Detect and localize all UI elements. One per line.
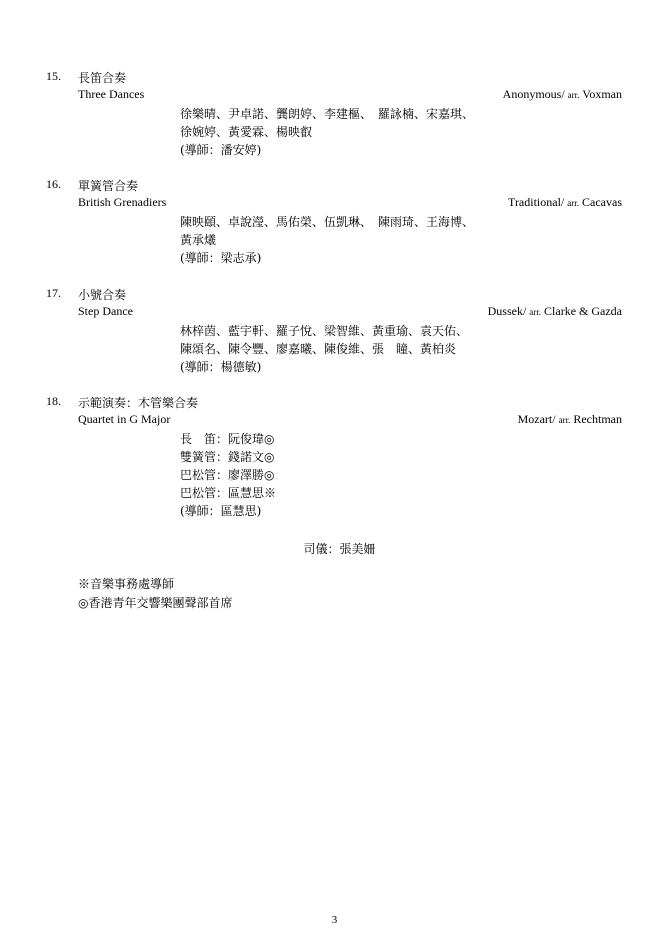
arr-label: arr. (567, 198, 580, 208)
arranger-name: Cacavas (582, 195, 622, 209)
item-category: 長笛合奏 (78, 71, 127, 85)
footnote-instructor: ※音樂事務處導師 (78, 577, 175, 591)
arr-label: arr. (529, 307, 542, 317)
arr-label: arr. (558, 415, 571, 425)
arranger-name: Clarke & Gazda (544, 304, 622, 318)
item-composer-credit (503, 87, 622, 102)
performer-list (180, 213, 500, 267)
performer-line: 徐樂晴、尹卓諾、龔朗婷、李建樞、 羅詠楠、宋嘉琪、 (180, 107, 475, 121)
arr-label: arr. (567, 90, 580, 100)
item-number: 15. (46, 69, 61, 83)
composer-name: Traditional/ (508, 195, 565, 209)
item-title: Quartet in G Major (78, 412, 171, 426)
performer-line: 巴松管：廖澤勝◎ (180, 468, 275, 482)
composer-name: Anonymous/ (502, 87, 565, 101)
item-title: Three Dances (78, 87, 145, 101)
performer-line: 長 笛：阮俊瑋◎ (180, 432, 275, 446)
item-composer-credit (518, 412, 622, 427)
instructor-line: (導師：梁志承) (180, 251, 262, 265)
item-number: 18. (46, 394, 61, 408)
performer-list (180, 322, 500, 376)
item-number: 17. (46, 286, 61, 300)
item-category: 示範演奏：木管樂合奏 (78, 396, 199, 410)
composer-name: Dussek/ (487, 304, 527, 318)
host-credit: 司儀：張美姍 (303, 542, 376, 556)
performer-line: 雙簧管：錢諾文◎ (180, 450, 275, 464)
page-number: 3 (331, 914, 338, 926)
performer-line: 陳映頤、卓說瀅、馬佑榮、伍凱琳、 陳雨琦、王海博、 (180, 215, 475, 229)
performer-line: 徐婉婷、黃愛霖、楊映叡 (180, 125, 313, 139)
arranger-name: Voxman (582, 87, 622, 101)
footnote-principal: ◎香港青年交響樂團聲部首席 (78, 596, 233, 610)
instructor-line: (導師：楊德敏) (180, 360, 262, 374)
composer-name: Mozart/ (517, 412, 556, 426)
item-category: 小號合奏 (78, 288, 127, 302)
performer-line: 陳頌名、陳令豐、廖嘉曦、陳俊維、張 瞳、黃柏炎 (180, 342, 457, 356)
item-category: 單簧管合奏 (78, 179, 139, 193)
performer-list (180, 105, 500, 159)
performer-line: 黃承爔 (180, 233, 217, 247)
performer-line: 巴松管：區慧思※ (180, 486, 277, 500)
item-composer-credit (488, 304, 622, 319)
performer-list (180, 430, 500, 520)
instructor-line: (導師：潘安婷) (180, 143, 262, 157)
item-number: 16. (46, 177, 61, 191)
item-title: Step Dance (78, 304, 133, 318)
footnotes (78, 575, 232, 613)
item-composer-credit (508, 195, 622, 210)
instructor-line: (導師：區慧思) (180, 504, 262, 518)
arranger-name: Rechtman (573, 412, 622, 426)
performer-line: 林梓茵、藍宇軒、羅子悅、梁智維、黃重瑜、袁天佑、 (180, 324, 469, 338)
item-title: British Grenadiers (78, 195, 167, 209)
